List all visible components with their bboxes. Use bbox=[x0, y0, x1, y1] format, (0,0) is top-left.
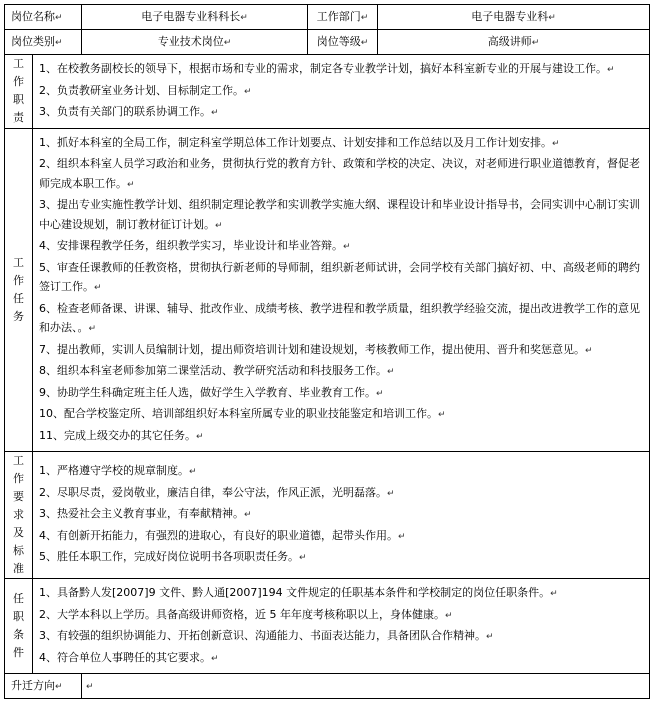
paragraph-mark-icon: ↵ bbox=[55, 12, 63, 23]
list-item: 5、胜任本职工作，完成好岗位说明书各项职责任务。↵ bbox=[39, 550, 307, 564]
paragraph-mark-icon: ↵ bbox=[607, 65, 615, 75]
list-item: 2、尽职尽责，爱岗敬业，廉洁自律，奉公守法，作风正派，光明磊落。↵ bbox=[39, 485, 395, 499]
paragraph-mark-icon: ↵ bbox=[86, 681, 94, 692]
qualifications-label-cell bbox=[5, 579, 33, 674]
list-item: 7、提出教师，实训人员编制计划，提出师资培训计划和建设规划，考核教师工作，提出使用、晋升和奖惩意见。↵ bbox=[39, 342, 593, 356]
paragraph-mark-icon: ↵ bbox=[376, 388, 384, 399]
qualifications-label-char: 任 bbox=[13, 592, 24, 605]
duties-row bbox=[5, 55, 650, 129]
list-item: 11、完成上级交办的其它任务。↵ bbox=[39, 428, 204, 442]
duties-content bbox=[33, 55, 650, 129]
tasks-row bbox=[5, 128, 650, 452]
qualifications-row bbox=[5, 579, 650, 674]
paragraph-mark-icon: ↵ bbox=[531, 37, 540, 48]
paragraph-mark-icon: ↵ bbox=[127, 179, 135, 190]
position-name-label: 岗位名称 bbox=[11, 9, 55, 23]
category-label: 岗位类别 bbox=[11, 34, 55, 48]
promotion-label-cell bbox=[5, 674, 82, 699]
paragraph-mark-icon: ↵ bbox=[438, 410, 446, 420]
standards-content bbox=[33, 452, 650, 579]
promotion-label: 升迁方向 bbox=[11, 678, 55, 692]
header-row-2 bbox=[5, 30, 650, 55]
category-value-cell bbox=[82, 30, 308, 55]
category-value: 专业技术岗位 bbox=[157, 34, 224, 48]
standards-label-char: 准 bbox=[13, 562, 24, 575]
list-item: 9、协助学生科确定班主任人选，做好学生入学教育、毕业教育工作。↵ bbox=[39, 385, 384, 399]
paragraph-mark-icon: ↵ bbox=[387, 488, 395, 499]
duties-label-char: 工 bbox=[13, 57, 24, 71]
grade-value: 高级讲师 bbox=[487, 34, 532, 48]
paragraph-mark-icon: ↵ bbox=[94, 283, 102, 293]
duties-label-char: 责 bbox=[13, 111, 24, 125]
standards-label-char: 要 bbox=[13, 490, 24, 503]
standards-label-char: 工 bbox=[13, 454, 24, 467]
standards-label-cell bbox=[5, 452, 33, 579]
job-description-table bbox=[4, 4, 650, 699]
paragraph-mark-icon: ↵ bbox=[244, 510, 252, 521]
grade-value-cell bbox=[378, 30, 650, 55]
list-item: 1、在校教务副校长的领导下，根据市场和专业的需求，制定各专业教学计划，搞好本科室新专业的开展与建设工作。↵ bbox=[39, 62, 615, 75]
qualifications-content bbox=[33, 579, 650, 674]
paragraph-mark-icon: ↵ bbox=[585, 345, 593, 356]
paragraph-mark-icon: ↵ bbox=[548, 12, 556, 23]
list-item: 2、负责教研室业务计划、目标制定工作。↵ bbox=[39, 83, 252, 97]
list-item: 4、安排课程教学任务，组织教学实习，毕业设计和毕业答辩。↵ bbox=[39, 239, 351, 252]
paragraph-mark-icon: ↵ bbox=[299, 553, 307, 564]
paragraph-mark-icon: ↵ bbox=[486, 632, 494, 642]
standards-row bbox=[5, 452, 650, 579]
tasks-label-char: 任 bbox=[13, 291, 24, 305]
promotion-value-cell bbox=[82, 674, 650, 699]
qualifications-label-char: 条 bbox=[13, 628, 24, 641]
paragraph-mark-icon: ↵ bbox=[88, 324, 97, 334]
list-item: 10、配合学校鉴定所、培训部组织好本科室所属专业的职业技能鉴定和培训工作。↵ bbox=[39, 407, 446, 420]
paragraph-mark-icon: ↵ bbox=[215, 220, 223, 231]
list-item: 3、负责有关部门的联系协调工作。↵ bbox=[39, 105, 219, 118]
department-label-cell bbox=[308, 5, 378, 30]
list-item: 8、组织本科室老师参加第二课堂活动、教学研究活动和科技服务工作。↵ bbox=[39, 364, 395, 377]
paragraph-mark-icon: ↵ bbox=[211, 653, 219, 664]
list-item: 2、组织本科室人员学习政治和业务，贯彻执行党的教育方针、政策和学校的决定、决议，对老师进行职业道德教育，督促老师完成本职工作。↵ bbox=[39, 157, 640, 190]
grade-label: 岗位等级 bbox=[316, 34, 361, 48]
paragraph-mark-icon: ↵ bbox=[211, 108, 219, 118]
department-label: 工作部门 bbox=[316, 9, 361, 23]
paragraph-mark-icon: ↵ bbox=[360, 37, 369, 48]
paragraph-mark-icon: ↵ bbox=[55, 681, 63, 692]
qualifications-label-char: 职 bbox=[13, 610, 24, 623]
position-name-label-cell bbox=[5, 5, 82, 30]
header-row-1 bbox=[5, 5, 650, 30]
standards-label-char: 及 bbox=[13, 526, 24, 539]
paragraph-mark-icon: ↵ bbox=[55, 37, 63, 48]
list-item: 3、提出专业实施性教学计划、组织制定理论教学和实训教学实施大纲、课程设计和毕业设计指导书，会同实训中心制订实训中心建设规划，制订教材征订计划。↵ bbox=[39, 198, 640, 231]
paragraph-mark-icon: ↵ bbox=[445, 610, 453, 621]
duties-label-char: 职 bbox=[13, 93, 24, 107]
paragraph-mark-icon: ↵ bbox=[387, 367, 395, 377]
paragraph-mark-icon: ↵ bbox=[244, 86, 252, 97]
tasks-label-char: 作 bbox=[13, 273, 24, 287]
list-item: 1、严格遵守学校的规章制度。↵ bbox=[39, 464, 197, 478]
promotion-row bbox=[5, 674, 650, 699]
department-value: 电子电器专业科 bbox=[471, 9, 549, 23]
paragraph-mark-icon: ↵ bbox=[240, 12, 248, 23]
tasks-label-cell bbox=[5, 128, 33, 452]
department-value-cell bbox=[378, 5, 650, 30]
paragraph-mark-icon: ↵ bbox=[223, 37, 232, 48]
list-item: 6、检查老师备课、讲课、辅导、批改作业、成绩考核、教学进程和教学质量，组织教学经验交流，提出改进教学工作的意见和办法、。↵ bbox=[39, 301, 640, 334]
list-item: 4、符合单位人事聘任的其它要求。↵ bbox=[39, 650, 219, 664]
list-item: 1、具备黔人发[2007]9 文件、黔人通[2007]194 文件规定的任职基本条件和学校制定的岗位任职条件。↵ bbox=[39, 586, 558, 599]
list-item: 3、有较强的组织协调能力、开拓创新意识、沟通能力、书面表达能力，具备团队合作精神。↵ bbox=[39, 629, 494, 642]
standards-label-char: 标 bbox=[13, 544, 24, 557]
list-item: 3、热爱社会主义教育事业，有奉献精神。↵ bbox=[39, 507, 252, 521]
paragraph-mark-icon: ↵ bbox=[343, 242, 351, 252]
list-item: 4、有创新开拓能力，有强烈的进取心，有良好的职业道德，起带头作用。↵ bbox=[39, 528, 406, 542]
grade-label-cell bbox=[308, 30, 378, 55]
duties-label-cell bbox=[5, 55, 33, 129]
tasks-label-char: 工 bbox=[13, 255, 24, 269]
qualifications-label-char: 件 bbox=[13, 646, 24, 659]
paragraph-mark-icon: ↵ bbox=[552, 138, 560, 149]
paragraph-mark-icon: ↵ bbox=[398, 531, 406, 542]
position-name-value-cell bbox=[82, 5, 308, 30]
tasks-label-char: 务 bbox=[13, 309, 24, 323]
paragraph-mark-icon: ↵ bbox=[189, 467, 197, 478]
list-item: 2、大学本科以上学历。具备高级讲师资格，近 5 年年度考核称职以上，身体健康。↵ bbox=[39, 607, 453, 621]
paragraph-mark-icon: ↵ bbox=[550, 589, 558, 599]
list-item: 5、审查任课教师的任教资格，贯彻执行新老师的导师制，组织新老师试讲，会同学校有关部门搞好初、中、高级老师的聘约签订工作。↵ bbox=[39, 260, 640, 293]
standards-label-char: 求 bbox=[13, 508, 24, 521]
standards-label-char: 作 bbox=[13, 472, 24, 485]
paragraph-mark-icon: ↵ bbox=[196, 431, 204, 442]
tasks-content bbox=[33, 128, 650, 452]
position-name-value: 电子电器专业科科长 bbox=[141, 9, 241, 23]
duties-label-char: 作 bbox=[13, 75, 24, 89]
category-label-cell bbox=[5, 30, 82, 55]
list-item: 1、抓好本科室的全局工作，制定科室学期总体工作计划要点、计划安排和工作总结以及月工作计划安排。↵ bbox=[39, 135, 560, 149]
paragraph-mark-icon: ↵ bbox=[360, 12, 369, 23]
